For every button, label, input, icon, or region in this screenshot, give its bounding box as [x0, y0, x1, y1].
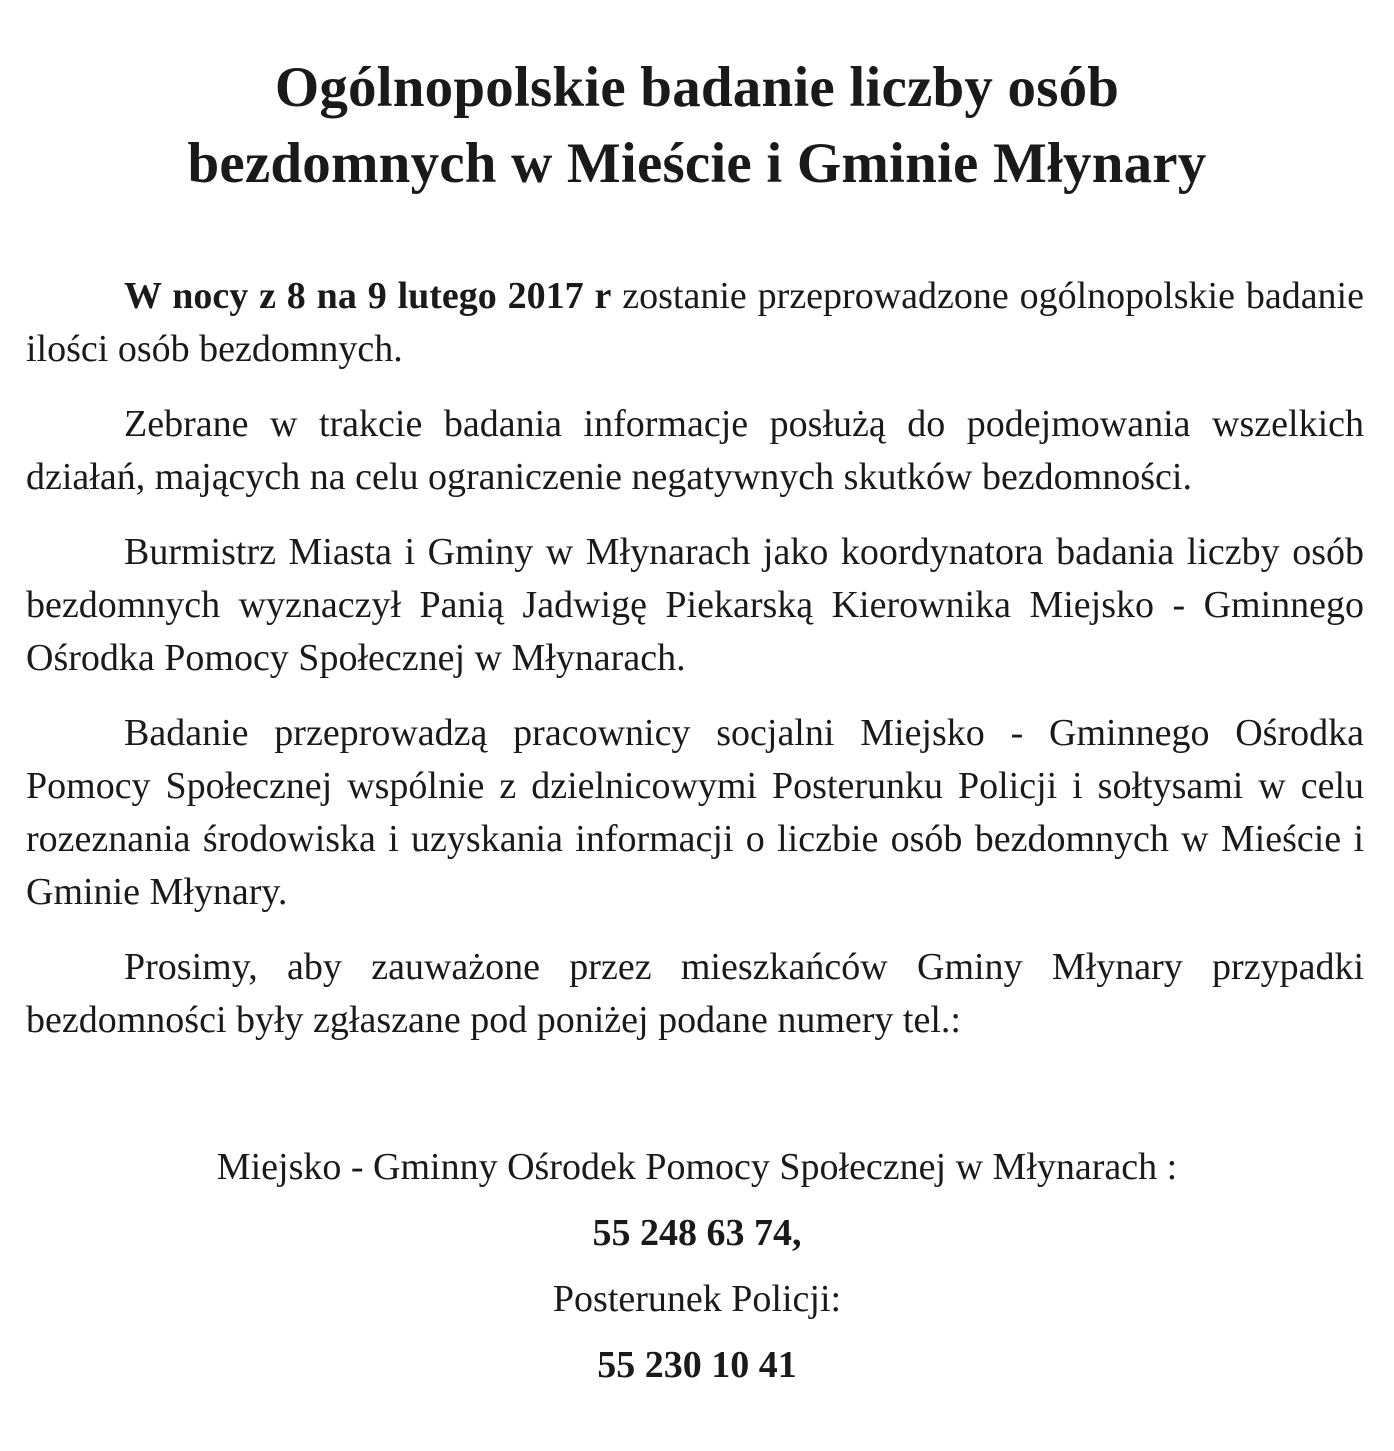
- title-line-1: Ogólnopolskie badanie liczby osób: [274, 56, 1120, 119]
- paragraph-coordinator: Burmistrz Miasta i Gminy w Młynarach jako koordynatora badania liczby osób bezdomnych wyznaczył Panią Jadwigę Piekarską Kierownika Miejsko - Gminnego Ośrodka Pomocy Społecznej w Młynarach.: [26, 531, 1364, 679]
- police-label: Posterunek Policji:: [552, 1278, 842, 1320]
- paragraph-survey-date: [26, 270, 1364, 376]
- mgops-label: Miejsko - Gminny Ośrodek Pomocy Społecznej w Młynarach :: [216, 1146, 1178, 1188]
- paragraph-survey-date-text: zostanie przeprowadzone ogólnopolskie badanie ilości osób bezdomnych.: [26, 275, 1364, 370]
- mgops-phone: 55 248 63 74,: [592, 1212, 802, 1254]
- paragraph-survey-team: Badanie przeprowadzą pracownicy socjalni Miejsko - Gminnego Ośrodka Pomocy Społecznej wspólnie z dzielnicowymi Posterunku Policji i sołtysami w celu rozeznania środowiska i uzyskania informacji o liczbie osób bezdomnych w Mieście i Gminie Młynary.: [26, 712, 1364, 913]
- title-line-2: bezdomnych w Mieście i Gminie Młynary: [187, 132, 1207, 195]
- paragraph-request: Prosimy, aby zauważone przez mieszkańców Gminy Młynary przypadki bezdomności były zgłaszane pod poniżej podane numery tel.:: [26, 946, 1364, 1041]
- contact-section: [0, 1135, 1394, 1399]
- police-phone: 55 230 10 41: [597, 1344, 797, 1386]
- survey-date-bold: W nocy z 8 na 9 lutego 2017 r: [124, 275, 612, 317]
- document-title: [0, 50, 1394, 202]
- document-body: [26, 270, 1364, 1069]
- paragraph-purpose: Zebrane w trakcie badania informacje posłużą do podejmowania wszelkich działań, mających na celu ograniczenie negatywnych skutków bezdomności.: [26, 403, 1364, 498]
